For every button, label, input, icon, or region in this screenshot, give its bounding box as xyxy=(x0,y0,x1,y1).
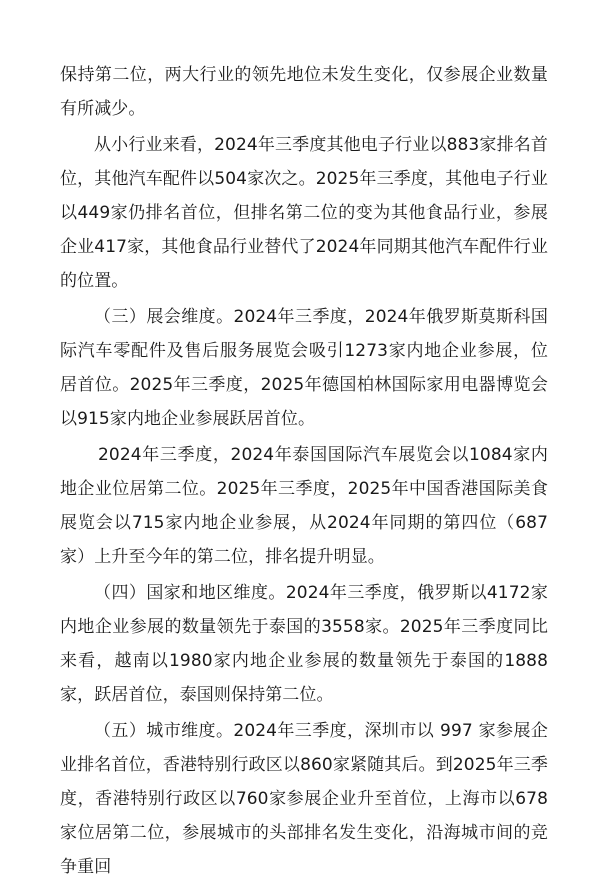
paragraph-exhibition-dimension: （三）展会维度。2024年三季度，2024年俄罗斯莫斯科国际汽车零配件及售后服务展览会吸引1273家内地企业参展，位居首位。2025年三季度，2025年德国柏林国际家用电器博览会以915家内地企业参展跃居首位。 xyxy=(60,307,548,429)
paragraph-country-dimension: （四）国家和地区维度。2024年三季度，俄罗斯以4172家内地企业参展的数量领先于泰国的3558家。2025年三季度同比来看，越南以1980家内地企业参展的数量领先于泰国的1888家，跃居首位，泰国则保持第二位。 xyxy=(60,583,548,705)
paragraph-sub-industry: 从小行业来看，2024年三季度其他电子行业以883家排名首位，其他汽车配件以504家次之。2025年三季度，其他电子行业以449家仍排名首位，但排名第二位的变为其他食品行业，参展企业417家，其他食品行业替代了2024年同期其他汽车配件行业的位置。 xyxy=(60,135,548,291)
paragraph-city-dimension: （五）城市维度。2024年三季度，深圳市以 997 家参展企业排名首位，香港特别行政区以860家紧随其后。到2025年三季度，香港特别行政区以760家参展企业升至首位，上海市以678家位居第二位，参展城市的头部排名发生变化，沿海城市间的竞争重回 xyxy=(60,721,548,877)
paragraph-continuation: 保持第二位，两大行业的领先地位未发生变化，仅参展企业数量有所减少。 xyxy=(60,65,548,119)
document-page xyxy=(60,58,548,886)
paragraph-exhibition-second: 2024年三季度，2024年泰国国际汽车展览会以1084家内地企业位居第二位。2025年三季度，2025年中国香港国际美食展览会以715家内地企业参展，从2024年同期的第四位（687家）上升至今年的第二位，排名提升明显。 xyxy=(60,445,548,567)
